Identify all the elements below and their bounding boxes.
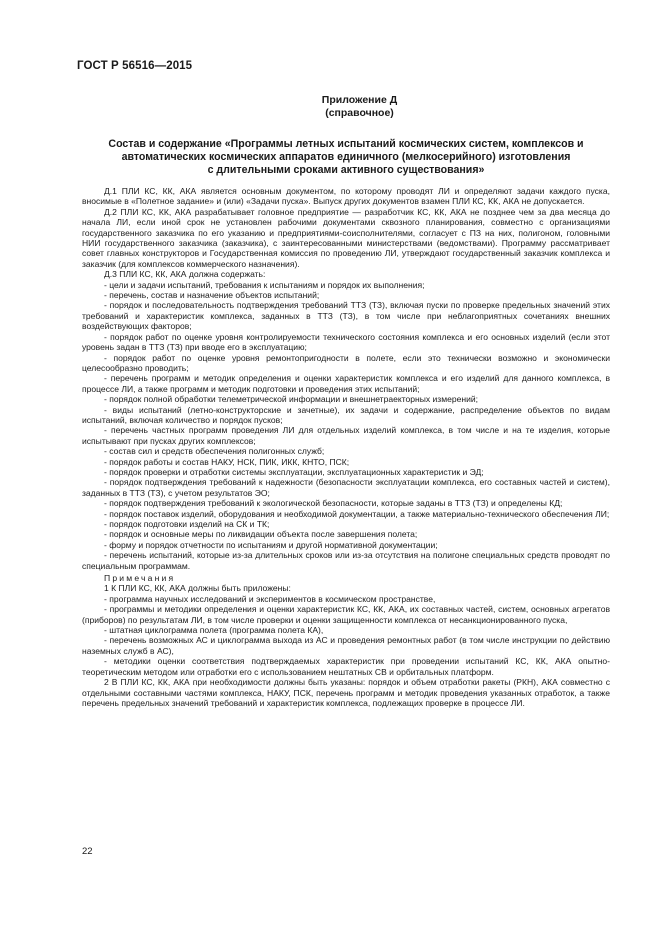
note-item: - методики оценки соответствия подтверждаемых характеристик при проведении испытаний КС, КК, АКА опытно-теоретическим методом или отработки его с использованием нештатных СВ и орбитальных платформ. <box>82 656 610 677</box>
list-item: - перечень программ и методик определения и оценки характеристик комплекса и его изделий для данного комплекса, в процессе ЛИ, а также программ и методик подготовки и проведения этих испытаний; <box>82 373 610 394</box>
list-item: - порядок работы и состав НАКУ, НСК, ПИК, ИКК, КНТО, ПСК; <box>104 456 350 467</box>
list-item: - порядок подтверждения требований к надежности (безопасности эксплуатации комплекса, его составных частей и систем), заданных в ТТЗ (ТЗ), с учетом результатов ЭО; <box>82 477 610 498</box>
note-item: - штатная циклограмма полета (программа полета КА), <box>104 625 324 636</box>
title-line-2: автоматических космических аппаратов единичного (мелкосерийного) изготовления <box>121 151 571 164</box>
note-item: - программа научных исследований и экспериментов в космическом пространстве, <box>104 593 436 604</box>
list-item: - порядок работ по оценке уровня контролируемости технического состояния комплекса и его основных изделий (если этот уровень задан в ТТЗ (ТЗ) при вводе его в эксплуатацию; <box>82 331 610 353</box>
paragraph: Д.3 ПЛИ КС, КК, АКА должна содержать: <box>104 269 266 280</box>
list-item: - состав сил и средств обеспечения полигонных служб; <box>104 446 325 457</box>
list-item: - перечень частных программ проведения ЛИ для отдельных изделий комплекса, в том числе и на те изделия, которые испытывают при пусках других комплексов; <box>82 425 610 446</box>
list-item: - порядок подтверждения требований к экологической безопасности, которые заданы в ТТЗ (ТЗ) и определены КД; <box>104 498 563 509</box>
list-item: - перечень испытаний, которые из-за длительных сроков или из-за отсутствия на полигоне специальных средств проводят по специальным программам. <box>82 550 610 571</box>
paragraph: Д.1 ПЛИ КС, КК, АКА является основным документом, по которому проводят ЛИ и определяют задачи каждого пуска, вносимые в «Полетное задание» и (или) «Задачи пуска». Выпуск других документов взамен ПЛИ КС, КК, АКА не допускается. <box>82 186 610 207</box>
note-item: 1 К ПЛИ КС, КК, АКА должны быть приложены: <box>104 583 291 594</box>
list-item: - порядок подготовки изделий на СК и ТК; <box>104 519 270 529</box>
page-number: 22 <box>82 846 93 857</box>
list-item: - порядок полной обработки телеметрической информации и внешнетраекторных измерений; <box>104 394 479 405</box>
appendix-label: Приложение Д <box>321 94 398 106</box>
list-item: - порядок поставок изделий, оборудования и необходимой документации, а также материально-технического обеспечения ЛИ; <box>104 508 610 519</box>
title-line-1: Состав и содержание «Программы летных испытаний космических систем, комплексов и <box>108 138 584 150</box>
body-text <box>82 186 610 708</box>
note-item: - программы и методики определения и оценки характеристик КС, КК, АКА, их составных частей, систем, основных агрегатов (приборов) по результатам ЛИ, в том числе проверки и оценки защищенности комплекса от несанкционированного пуска, <box>82 604 610 625</box>
list-item: - форму и порядок отчетности по испытаниям и другой нормативной документации; <box>104 539 438 550</box>
list-item: - порядок проверки и отработки системы эксплуатации, эксплуатационных характеристик и ЭД; <box>104 466 484 477</box>
title-line-3: с длительными сроками активного существования» <box>207 164 485 177</box>
list-item: - порядок и последовательность подтверждения требований ТТЗ (ТЗ), включая пуски по проверке предельных значений этих требований и характеристик комплекса, заданных в ТТЗ (ТЗ), в том числе при неблагоприятных сочетаниях внешних воздействующих факторов; <box>82 300 610 332</box>
list-item: - цели и задачи испытаний, требования к испытаниям и порядок их выполнения; <box>104 279 425 290</box>
list-item: - виды испытаний (летно-конструкторские и зачетные), их задачи и содержание, распределение объектов по видам испытаний, включая количество и порядок пусков; <box>82 404 610 425</box>
note-item: 2 В ПЛИ КС, КК, АКА при необходимости должны быть указаны: порядок и объем отработки ракеты (РКН), АКА совместно с отдельными составными частями комплекса, НАКУ, ПСК, перечень программ и методик проведения указанных отработок, а также перечень предельных значений требований и характеристик комплекса, подлежащих проверке в процессе ЛИ. <box>82 677 610 708</box>
list-item: - порядок работ по оценке уровня ремонтопригодности в полете, если это технически возможно и экономически целесообразно проводить; <box>82 352 610 373</box>
note-item: - перечень возможных АС и циклограмма выхода из АС и проведения ремонтных работ (в том числе инструкции по действию наземных служб в АС), <box>82 635 610 656</box>
paragraph: Д.2 ПЛИ КС, КК, АКА разрабатывает головное предприятие — разработчик КС, КК, АКА не позднее чем за два месяца до начала ЛИ, если иной срок не установлен рабочими документами сквозного планирования, совместно с организациями государственного заказчика по его указанию и предприятиями-соисполнителями, согласует с ПЗ на них, полигоном, головными НИИ государственного заказчика (заказчика), с заинтересованными министерствами (ведомствами). Программу рассматривает совет главных конструкторов и Государственная комиссия по проведению ЛИ, утверждают государственный заказчик комплекса и заказчик (для комплексов коммерческого назначения). <box>82 206 610 269</box>
appendix-type: (справочное) <box>325 107 394 119</box>
list-item: - порядок и основные меры по ликвидации объекта после завершения полета; <box>104 529 418 540</box>
list-item: - перечень, состав и назначение объектов испытаний; <box>104 290 320 301</box>
appendix-heading <box>0 94 661 120</box>
section-title <box>80 138 612 178</box>
document-code: ГОСТ Р 56516—2015 <box>77 60 193 72</box>
notes-heading: Примечания <box>104 573 176 584</box>
